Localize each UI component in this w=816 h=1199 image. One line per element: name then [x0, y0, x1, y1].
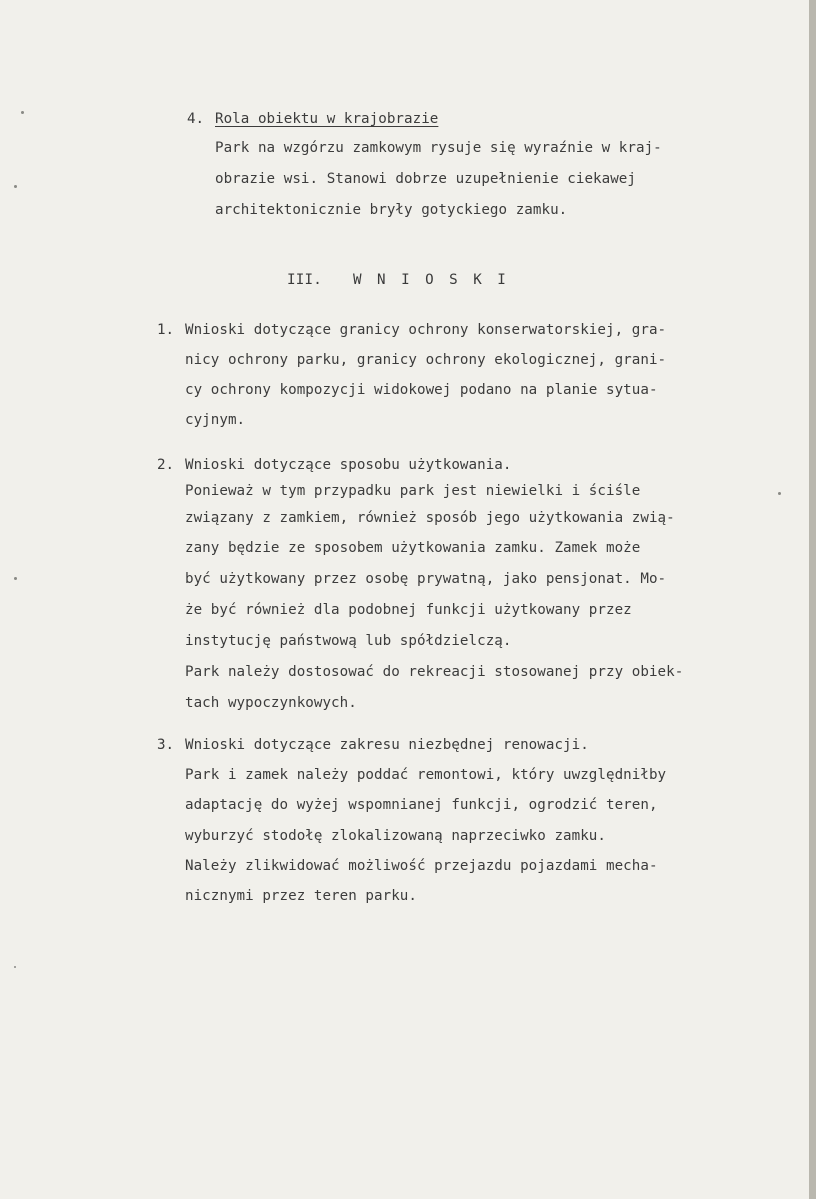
text-line: wyburzyć stodołę zlokalizowaną naprzeciwko zamku.	[185, 828, 606, 844]
text-line: Park na wzgórzu zamkowym rysuje się wyraźnie w kraj-	[215, 140, 662, 156]
text-line: Park należy dostosować do rekreacji stosowanej przy obiek-	[185, 664, 684, 680]
text-line: związany z zamkiem, również sposób jego użytkowania zwią-	[185, 510, 675, 526]
scan-speck	[14, 966, 16, 968]
scan-speck	[14, 577, 17, 580]
text-line: cyjnym.	[185, 412, 246, 428]
text-line: tach wypoczynkowych.	[185, 695, 357, 711]
text-line: że być również dla podobnej funkcji użytkowany przez	[185, 602, 632, 618]
section-number: 4.	[187, 111, 205, 127]
text-line: Ponieważ w tym przypadku park jest niewielki i ściśle	[185, 483, 641, 499]
text-line: Należy zlikwidować możliwość przejazdu pojazdami mecha-	[185, 858, 658, 874]
item-number: 3.	[157, 737, 175, 753]
chapter-number: III.	[287, 272, 322, 288]
text-line: być użytkowany przez osobę prywatną, jako pensjonat. Mo-	[185, 571, 667, 587]
text-line: Wnioski dotyczące granicy ochrony konserwatorskiej, gra-	[185, 322, 667, 338]
scan-speck	[14, 185, 17, 188]
scan-speck	[778, 492, 781, 495]
scan-speck	[21, 111, 24, 114]
text-line: obrazie wsi. Stanowi dobrze uzupełnienie ciekawej	[215, 171, 636, 187]
text-line: nicy ochrony parku, granicy ochrony ekologicznej, grani-	[185, 352, 667, 368]
text-line: instytucję państwową lub spółdzielczą.	[185, 633, 512, 649]
item-number: 2.	[157, 457, 175, 473]
text-line: architektonicznie bryły gotyckiego zamku.	[215, 202, 568, 218]
text-line: Park i zamek należy poddać remontowi, który uwzględniłby	[185, 767, 667, 783]
text-line: Wnioski dotyczące sposobu użytkowania.	[185, 457, 512, 473]
chapter-title: WNIOSKI	[353, 272, 522, 288]
text-line: zany będzie ze sposobem użytkowania zamku. Zamek może	[185, 540, 641, 556]
text-line: nicznymi przez teren parku.	[185, 888, 417, 904]
text-line: Wnioski dotyczące zakresu niezbędnej renowacji.	[185, 737, 589, 753]
page-edge	[809, 0, 816, 1199]
text-line: adaptację do wyżej wspomnianej funkcji, ogrodzić teren,	[185, 797, 658, 813]
section-title: Rola obiektu w krajobrazie	[215, 111, 439, 127]
text-line: cy ochrony kompozycji widokowej podano na planie sytua-	[185, 382, 658, 398]
item-number: 1.	[157, 322, 175, 338]
